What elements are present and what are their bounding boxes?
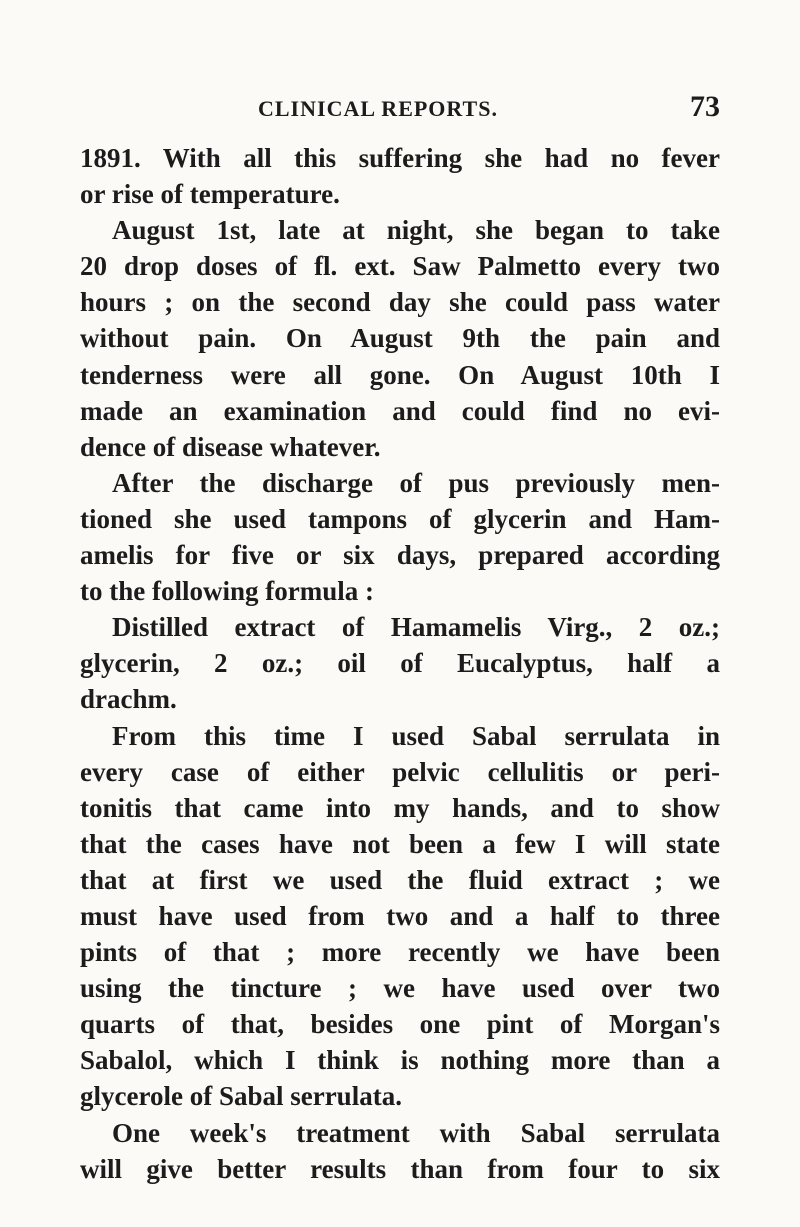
text-line: From this time I used Sabal serrulata in [112,720,720,751]
text-line: 1891. With all this suffering she had no fever [80,143,720,173]
text-line: After the discharge of pus previously men- [112,467,720,498]
text-line: tioned she used tampons of glycerin and Ham- [80,503,720,534]
text-line: glycerole of Sabal serrulata. [80,1081,402,1112]
text-line: must have used from two and a half to three [80,900,720,931]
text-line: will give better results than from four to six [80,1153,720,1184]
text-line: tonitis that came into my hands, and to show [80,792,720,823]
text-line: 20 drop doses of fl. ext. Saw Palmetto every two [80,251,720,282]
text-line: tenderness were all gone. On August 10th I [80,359,720,390]
text-line: glycerin, 2 oz.; oil of Eucalyptus, half a [80,648,720,679]
text-line: pints of that ; more recently we have been [80,937,720,968]
text-line: August 1st, late at night, she began to take [112,215,720,246]
text-line: every case of either pelvic cellulitis or peri- [80,756,720,787]
running-title: CLINICAL REPORTS. [258,96,498,121]
text-line: that the cases have not been a few I will state [80,828,720,859]
text-line: quarts of that, besides one pint of Morgan's [80,1009,720,1040]
running-head [80,88,720,128]
text-line: hours ; on the second day she could pass water [80,287,720,318]
text-line: without pain. On August 9th the pain and [80,323,720,354]
text-line: to the following formula : [80,576,374,607]
text-line: made an examination and could find no evi- [80,395,720,426]
text-line: dence of disease whatever. [80,431,381,462]
page-number: 73 [690,90,720,123]
text-line: that at first we used the fluid extract ; we [80,864,720,895]
text-line: drachm. [80,684,177,715]
body-text [80,140,720,1187]
text-line: Distilled extract of Hamamelis Virg., 2 oz.; [112,612,720,643]
text-line: or rise of temperature. [80,179,340,210]
text-line: Sabalol, which I think is nothing more than a [80,1045,720,1076]
text-line: using the tincture ; we have used over two [80,973,720,1004]
text-line: amelis for five or six days, prepared according [80,540,720,571]
text-line: One week's treatment with Sabal serrulata [112,1117,720,1148]
